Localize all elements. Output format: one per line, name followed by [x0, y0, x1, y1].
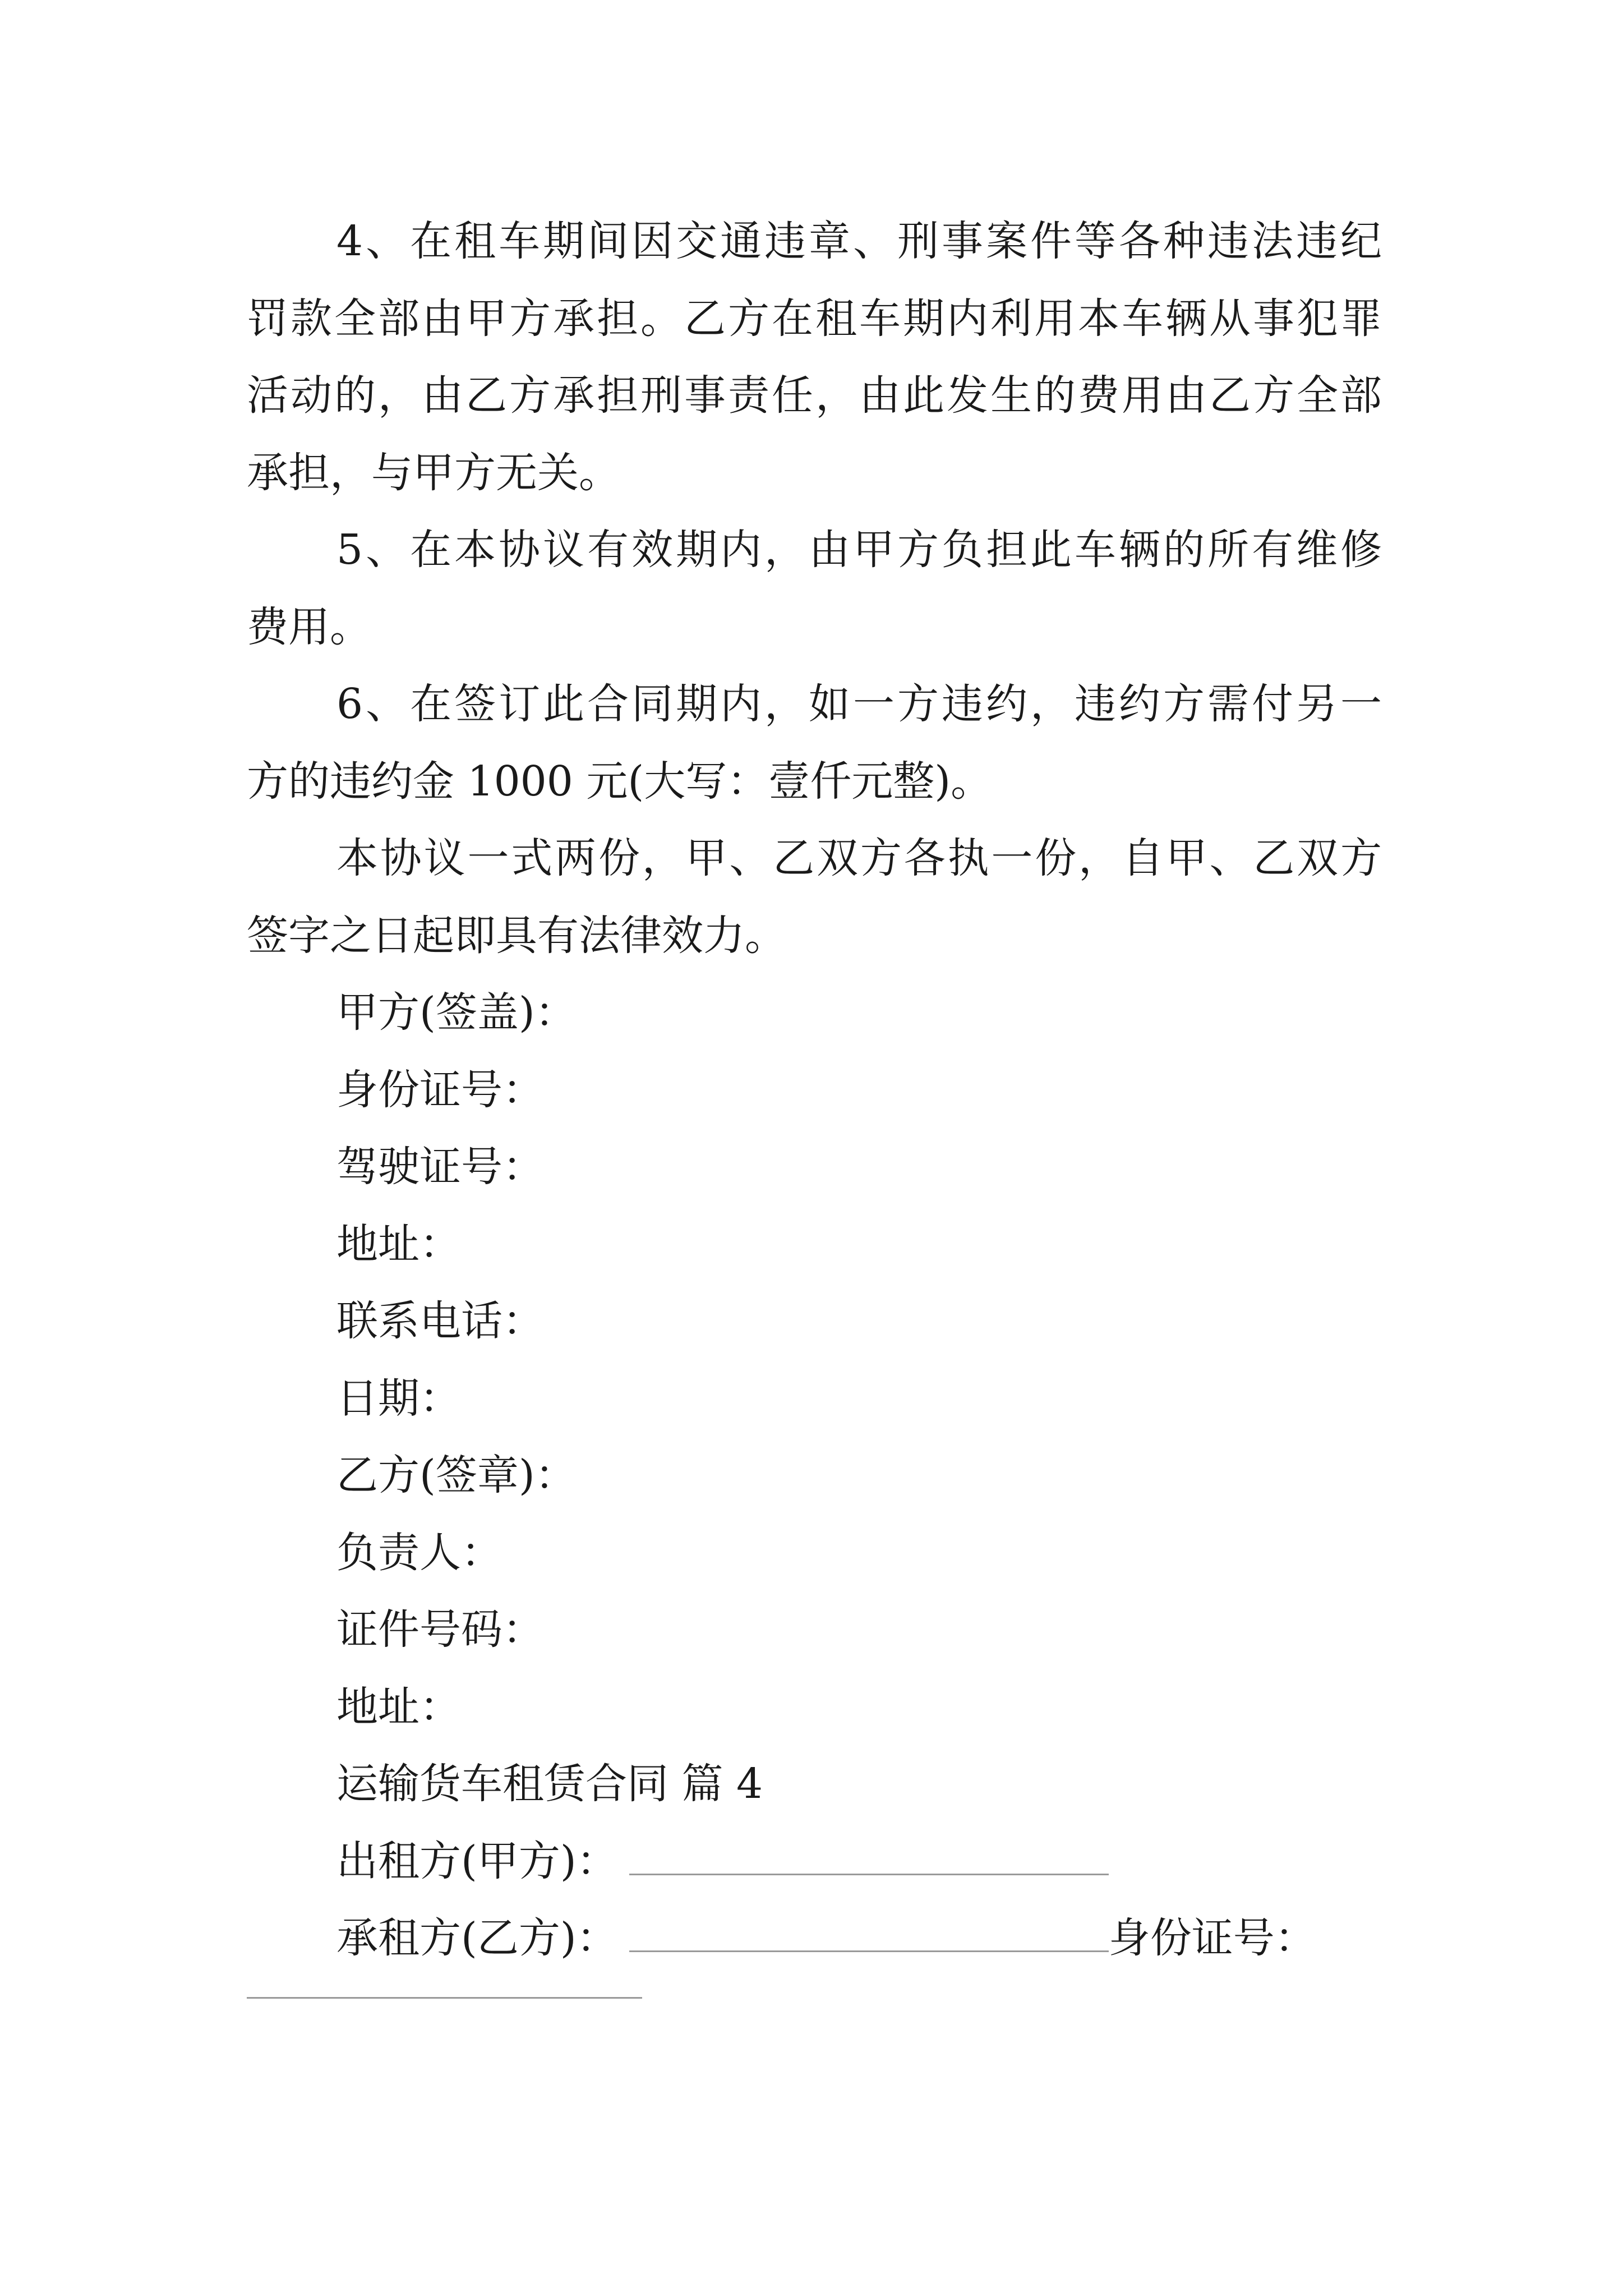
- party-a-date-label: 日期：: [336, 1374, 461, 1423]
- clause-4-line-2: 罚款全部由甲方承担。乙方在租车期内利用本车辆从事犯罪: [247, 295, 1382, 343]
- party-b-seal-label: 乙方(签章)：: [336, 1451, 577, 1499]
- lessee-id-label: 身份证号：: [1108, 1914, 1316, 1962]
- party-a-address-label: 地址：: [336, 1220, 461, 1268]
- party-a-id-label: 身份证号：: [336, 1066, 544, 1114]
- clause-5-line-1: 5、在本协议有效期内，由甲方负担此车辆的所有维修: [336, 526, 1382, 574]
- validity-line-1: 本协议一式两份，甲、乙双方各执一份，自甲、乙双方: [336, 834, 1382, 882]
- lessor-blank-field[interactable]: [629, 1838, 1109, 1875]
- validity-line-2: 签字之日起即具有法律效力。: [247, 912, 786, 960]
- clause-6-line-1: 6、在签订此合同期内，如一方违约，违约方需付另一: [336, 680, 1382, 728]
- clause-4-line-4: 承担，与甲方无关。: [247, 449, 620, 497]
- clause-6-line-2: 方的违约金 1000 元(大写：壹仟元整)。: [247, 757, 993, 806]
- party-b-cert-label: 证件号码：: [336, 1605, 544, 1654]
- contract-title: 运输货车租赁合同 篇 4: [336, 1760, 763, 1808]
- clause-4-line-1: 4、在租车期间因交通违章、刑事案件等各种违法违纪: [336, 217, 1382, 265]
- party-a-license-label: 驾驶证号：: [336, 1143, 544, 1191]
- lessor-label: 出租方(甲方)：: [336, 1837, 618, 1885]
- party-a-seal-label: 甲方(签盖)：: [336, 988, 577, 1037]
- party-b-address-label: 地址：: [336, 1683, 461, 1731]
- lessee-label: 承租方(乙方)：: [336, 1914, 618, 1962]
- party-a-phone-label: 联系电话：: [336, 1297, 544, 1345]
- clause-5-line-2: 费用。: [247, 603, 371, 651]
- clause-4-line-3: 活动的，由乙方承担刑事责任，由此发生的费用由乙方全部: [247, 371, 1382, 420]
- lessor-row: [336, 1833, 1109, 1889]
- party-b-person-label: 负责人：: [336, 1529, 502, 1577]
- lessee-row: [336, 1910, 1316, 1966]
- lessee-blank-field[interactable]: [629, 1915, 1109, 1952]
- lessee-id-blank-field[interactable]: [247, 1997, 642, 1999]
